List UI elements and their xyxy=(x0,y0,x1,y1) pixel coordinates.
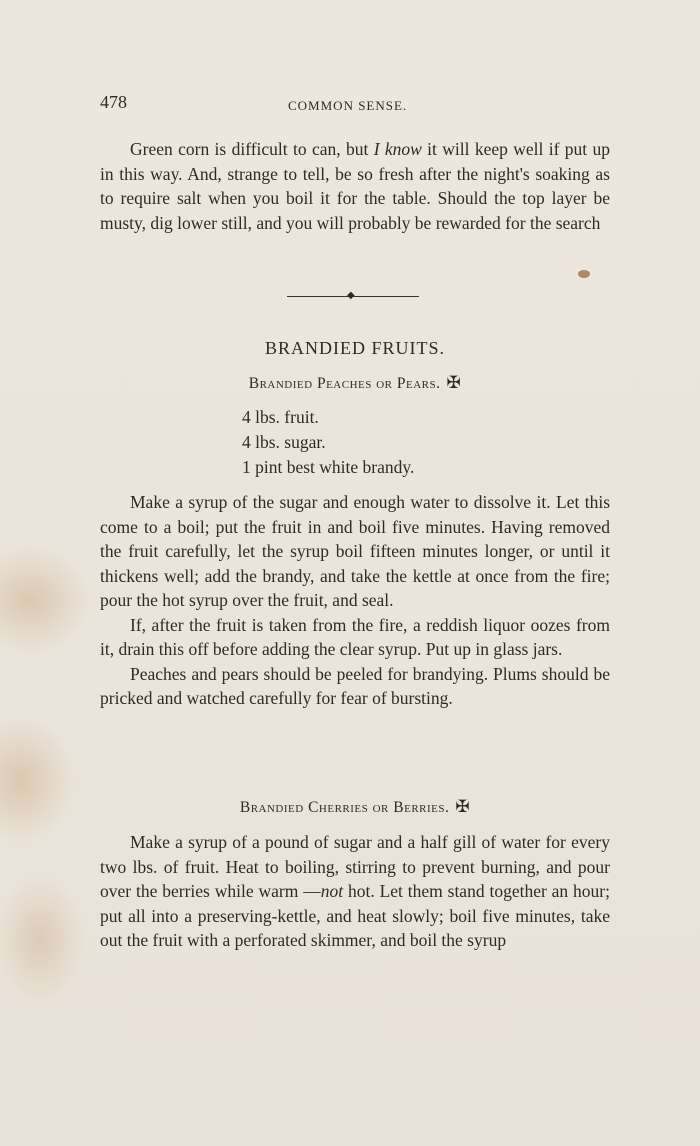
recipe-title: Brandied Peaches or Pears. xyxy=(248,375,441,392)
intro-text-pre: Green corn is difficult to can, but xyxy=(130,139,374,159)
ingredient-list xyxy=(242,405,414,480)
divider-diamond-icon: ◆ xyxy=(347,290,355,301)
ingredient-item: 4 lbs. fruit. xyxy=(242,407,319,427)
page-header xyxy=(100,92,610,118)
intro-text-post: it will keep well if put up in this way. And, strange to tell, be so fresh after the night's soaking as to require salt when you boil it for the table. Should the top layer be musty, dig lower still, and you will probably be rewarded for the search xyxy=(100,139,610,233)
instruction-text-post: hot. Let them stand together an hour; put all into a preserving-kettle, and heat slowly; boil five minutes, take out the fruit with a perforated skimmer, and boil the syrup xyxy=(100,881,611,950)
recipe-heading-cherries xyxy=(100,797,610,817)
ingredient-item: 1 pint best white brandy. xyxy=(242,457,415,477)
intro-paragraph xyxy=(100,137,610,235)
recipe-heading-peaches xyxy=(100,373,610,393)
cross-pattee-icon: ✠ xyxy=(446,373,462,392)
instruction-paragraph: Peaches and pears should be peeled for brandying. Plums should be pricked and watched carefully for fear of bursting. xyxy=(100,663,610,708)
recipe-instructions xyxy=(100,490,610,711)
ingredient-item: 4 lbs. sugar. xyxy=(242,432,326,452)
section-title: BRANDIED FRUITS. xyxy=(264,338,445,358)
intro-emphasis: I know xyxy=(373,139,422,159)
recipe-instructions-cherries xyxy=(100,830,610,953)
running-head: COMMON SENSE. xyxy=(288,98,408,113)
instruction-paragraph: Make a syrup of the sugar and enough water to dissolve it. Let this come to a boil; put the fruit in and boil five minutes. Having removed the fruit carefully, let the syrup boil fifteen minutes longer, or until it thickens well; add the brandy, and take the kettle at once from the fire; pour the hot syrup over the fruit, and seal. xyxy=(100,492,610,610)
cross-pattee-icon: ✠ xyxy=(455,797,471,816)
instruction-emphasis: not xyxy=(320,881,344,901)
recipe-title: Brandied Cherries or Berries. xyxy=(239,799,450,816)
page-number: 478 xyxy=(100,92,127,112)
instruction-text-pre: Make a syrup of a pound of sugar and a half gill of water for every two lbs. of fruit. Heat to boiling, stirring to prevent burning, and pour over the berries while warm — xyxy=(100,832,610,901)
instruction-paragraph: If, after the fruit is taken from the fire, a reddish liquor oozes from it, drain this off before adding the clear syrup. Put up in glass jars. xyxy=(100,614,610,659)
stain-mark xyxy=(578,270,590,278)
